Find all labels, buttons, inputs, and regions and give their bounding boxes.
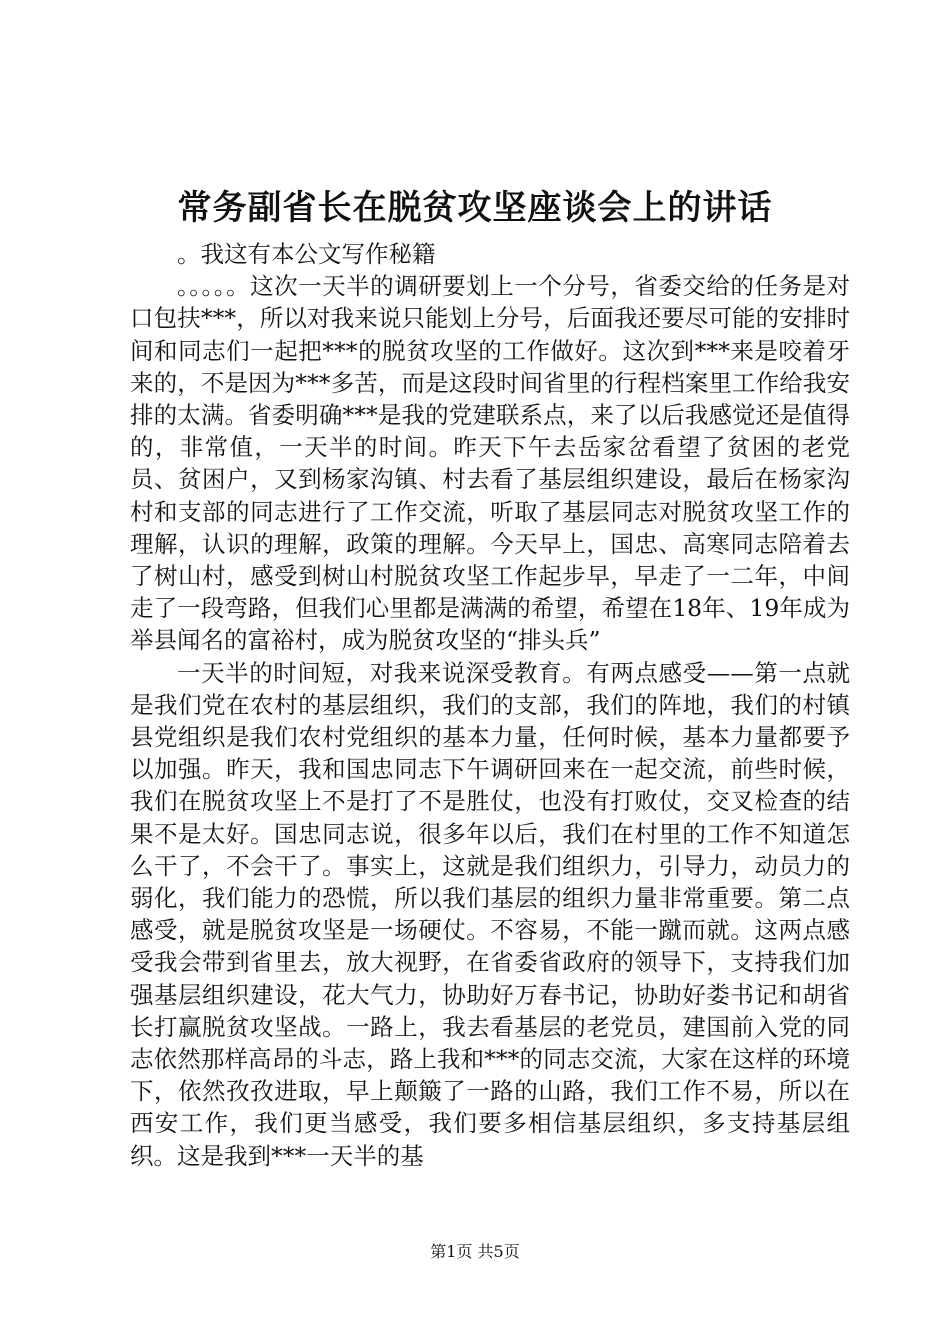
document-body [130,238,850,1172]
paragraph-2: 一天半的时间短，对我来说深受教育。有两点感受——第一点就是我们党在农村的基层组织，我们的支部，我们的阵地，我们的村镇县党组织是我们农村党组织的基本力量，任何时候，基本力量都要予以加强。昨天，我和国忠同志下午调研回来在一起交流，前些时候，我们在脱贫攻坚上不是打了不是胜仗，也没有打败仗，交叉检查的结果不是太好。国忠同志说，很多年以后，我们在村里的工作不知道怎么干了，不会干了。事实上，这就是我们组织力，引导力，动员力的弱化，我们能力的恐慌，所以我们基层的组织力量非常重要。第二点感受，就是脱贫攻坚是一场硬仗。不容易，不能一蹴而就。这两点感受我会带到省里去，放大视野，在省委省政府的领导下，支持我们加强基层组织建设，花大气力，协助好万春书记，协助好娄书记和胡省长打赢脱贫攻坚战。一路上，我去看基层的老党员，建国前入党的同志依然那样高昂的斗志，路上我和***的同志交流，大家在这样的环境下，依然孜孜进取，早上颠簸了一路的山路，我们工作不易，所以在西安工作，我们更当感受，我们要多相信基层组织，多支持基层组织。这是我到***一天半的基 [130,658,850,1170]
document-title: 常务副省长在脱贫攻坚座谈会上的讲话 [177,188,773,228]
paragraph-1: 。。。。。这次一天半的调研要划上一个分号，省委交给的任务是对口包扶***，所以对我来说只能划上分号，后面我还要尽可能的安排时间和同志们一起把***的脱贫攻坚的工作做好。这次到***来是咬着牙来的，不是因为***多苦，而是这段时间省里的行程档案里工作给我安排的太满。省委明确***是我的党建联系点，来了以后我感觉还是值得的，非常值，一天半的时间。昨天下午去岳家岔看望了贫困的老党员、贫困户，又到杨家沟镇、村去看了基层组织建设，最后在杨家沟村和支部的同志进行了工作交流，听取了基层同志对脱贫攻坚工作的理解，认识的理解，政策的理解。今天早上，国忠、高寒同志陪着去了树山村，感受到树山村脱贫攻坚工作起步早，早走了一二年，中间走了一段弯路，但我们心里都是满满的希望，希望在18年、19年成为举县闻名的富裕村，成为脱贫攻坚的“排头兵” [130,272,850,655]
page-number: 第1页 共5页 [430,1242,520,1261]
paragraph-intro: 。我这有本公文写作秘籍 [177,240,436,268]
